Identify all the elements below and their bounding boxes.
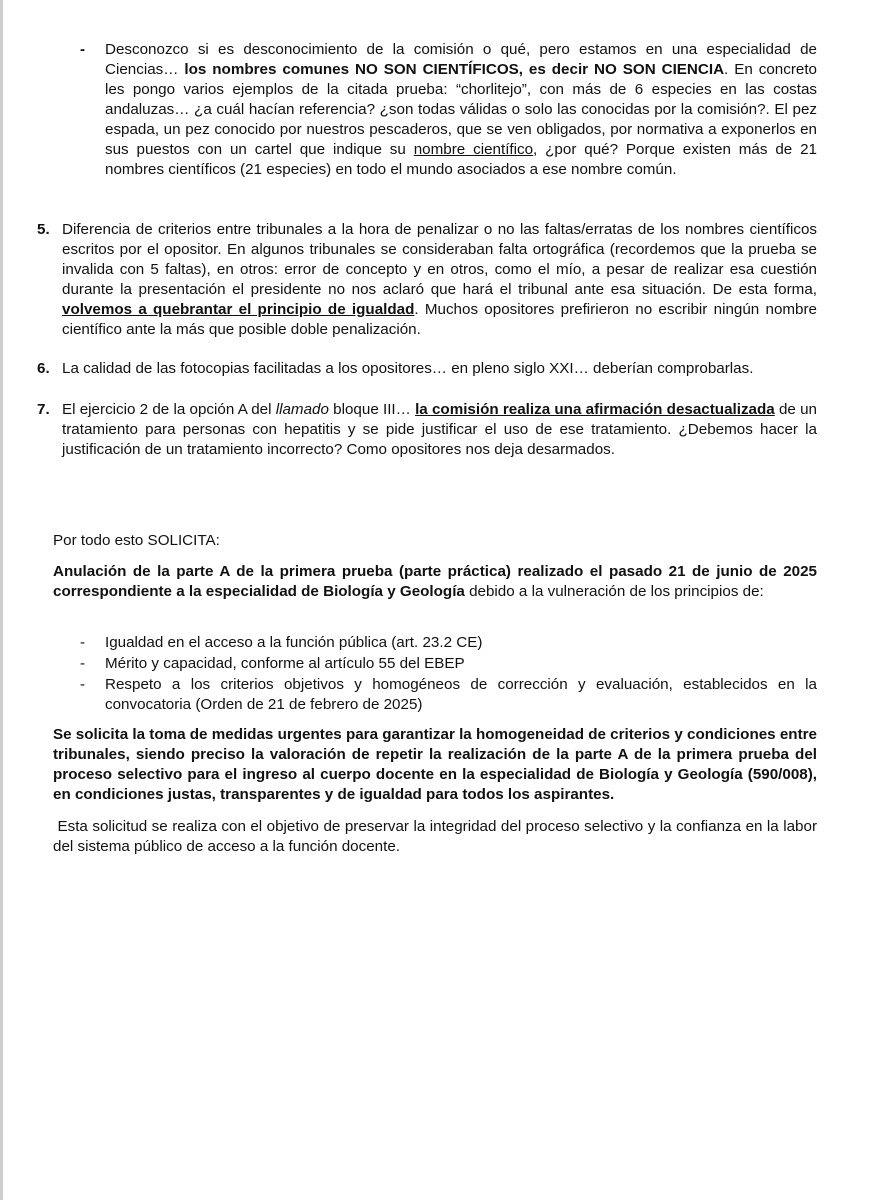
bullet-item-nombres-cientificos [105, 40, 817, 180]
list-item-7 [62, 400, 817, 460]
list-item-5 [62, 220, 817, 340]
anulacion-bold: Anulación de la parte A de la primera prueba (parte práctica) realizado el pasado 21 de junio de 2025 correspondiente a la especialidad de Biología y Geología [53, 563, 817, 600]
solicita-heading [53, 531, 817, 551]
item5-text-bold-underline: volvemos a quebrantar el principio de igualdad [62, 301, 415, 318]
item5-text-1: Diferencia de criterios entre tribunales a la hora de penalizar o no las faltas/erratas de los nombres científicos escritos por el opositor. En algunos tribunales se consideraban falta ortográfica (recordemos que la prueba se invalida con 5 faltas), en otros: error de concepto y en otros, como el mío, a pesar de realizar esa cuestión durante la presentación el presidente no nos aclaró que hará el tribunal ante esa situación. De esta forma, [62, 221, 817, 298]
list-item-6 [62, 359, 817, 379]
item-number-6: 6. [37, 360, 50, 377]
bullet-text-3: . En concreto les pongo varios ejemplos de la citada prueba: “chorlitejo”, con más de 6 especies en las costas andaluzas… ¿a cuál hacían referencia? ¿son todas válidas o solo las conocidas por la comisión?. El pez espada, un pez conocido por nuestros pescaderos, que se ven obligados, por normativa a exponerlos en sus puestos con un cartel que indique su [105, 61, 817, 158]
principio-item [105, 675, 817, 715]
principio-marker-1: - [80, 634, 86, 651]
medidas-paragraph [53, 725, 817, 805]
principio-item [105, 654, 817, 674]
anulacion-paragraph [53, 562, 817, 602]
item7-text-5: de un tratamiento para personas con hepatitis y se pide justificar el uso de ese tratamiento. ¿Debemos hacer la justificación de un tratamiento incorrecto? Como opositores nos deja desarmados. [62, 401, 817, 458]
bullet-marker: - [80, 41, 86, 58]
principio-text-2: Mérito y capacidad, conforme al artículo 55 del EBEP [105, 655, 465, 672]
solicita-intro: Por todo esto SOLICITA: [53, 532, 220, 549]
bullet-text-bold: los nombres comunes NO SON CIENTÍFICOS, es decir NO SON CIENCIA [184, 61, 725, 78]
item-number-7: 7. [37, 401, 50, 418]
item7-text-3: bloque III… [328, 401, 416, 418]
medidas-text: Se solicita la toma de medidas urgentes para garantizar la homogeneidad de criterios y condiciones entre tribunales, siendo preciso la valoración de repetir la realización de la parte A de la primera prueba del proceso selectivo para el ingreso al cuerpo docente en la especialidad de Biología y Geología (590/008), en condiciones justas, transparentes y de igualdad para todos los aspirantes. [53, 726, 817, 803]
anulacion-rest: debido a la vulneración de los principios de: [464, 583, 764, 600]
principio-marker-3: - [80, 676, 86, 693]
page-edge-shadow [0, 0, 3, 1200]
item7-text-italic: llamado [275, 401, 329, 418]
cierre-text: Esta solicitud se realiza con el objetivo de preservar la integridad del proceso selectivo y la confianza en la labor del sistema público de acceso a la función docente. [53, 818, 822, 855]
cierre-paragraph [53, 817, 822, 857]
principio-text-3: Respeto a los criterios objetivos y homogéneos de corrección y evaluación, establecidos en la convocatoria (Orden de 21 de febrero de 2025) [105, 676, 817, 713]
item6-text: La calidad de las fotocopias facilitadas a los opositores… en pleno siglo XXI… deberían comprobarlas. [62, 360, 754, 377]
item7-text-bold-underline: la comisión realiza una afirmación desactualizada [415, 401, 775, 418]
principio-item [105, 633, 817, 653]
bullet-text-underline: nombre científico [413, 141, 534, 158]
item-number-5: 5. [37, 221, 50, 238]
item5-text-3: . Muchos opositores prefirieron no escribir ningún nombre científico ante la más que posible doble penalización. [62, 301, 817, 338]
item7-text-1: El ejercicio 2 de la opción A del [62, 401, 276, 418]
bullet-text-5: , ¿por qué? Porque existen más de 21 nombres científicos (21 especies) en todo el mundo asociados a ese nombre común. [105, 141, 817, 178]
bullet-text-1: Desconozco si es desconocimiento de la comisión o qué, pero estamos en una especialidad de Ciencias… [105, 41, 817, 78]
principio-marker-2: - [80, 655, 86, 672]
principio-text-1: Igualdad en el acceso a la función pública (art. 23.2 CE) [105, 634, 483, 651]
